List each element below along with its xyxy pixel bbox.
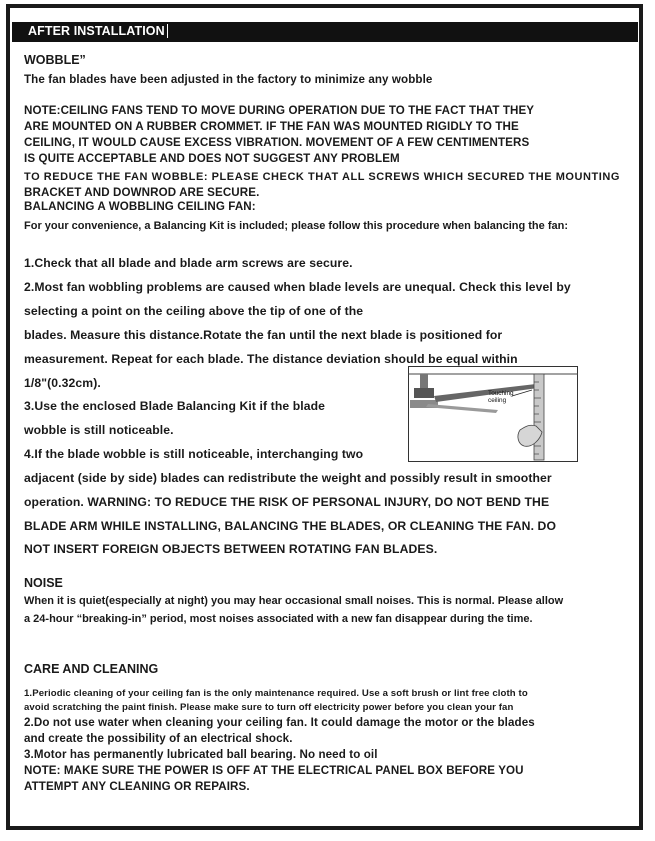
cleaning-line: 3.Motor has permanently lubricated ball bearing. No need to oil	[24, 748, 378, 761]
fan-motor-housing	[414, 388, 434, 398]
section-header-bar	[12, 22, 638, 42]
section-title: AFTER INSTALLATION	[26, 24, 168, 38]
fan-downrod	[420, 374, 428, 388]
figure-frame	[409, 367, 578, 462]
noise-heading: NOISE	[24, 576, 63, 590]
balancing-step-line: NOT INSERT FOREIGN OBJECTS BETWEEN ROTATING FAN BLADES.	[24, 542, 438, 556]
balancing-step-line: 3.Use the enclosed Blade Balancing Kit if the blade	[24, 399, 326, 413]
wobble-intro: The fan blades have been adjusted in the factory to minimize any wobble	[24, 73, 433, 86]
wobble-heading: WOBBLE”	[24, 53, 86, 67]
balancing-step-line: BLADE ARM WHILE INSTALLING, BALANCING THE BLADES, OR CLEANING THE FAN. DO	[24, 519, 557, 533]
wobble-note-line: CEILING, IT WOULD CAUSE EXCESS VIBRATION. MOVEMENT OF A FEW CENTIMENTERS	[24, 136, 530, 149]
reduce-wobble-line: TO REDUCE THE FAN WOBBLE: PLEASE CHECK THAT ALL SCREWS WHICH SECURED THE MOUNTING	[24, 171, 620, 183]
balancing-step-line: 4.If the blade wobble is still noticeable, interchanging two	[24, 447, 364, 461]
balancing-intro: For your convenience, a Balancing Kit is included; please follow this procedure when balancing the fan:	[24, 220, 568, 232]
balancing-step-line: measurement. Repeat for each blade. The distance deviation should be equal within	[24, 352, 518, 366]
cleaning-small-line: 1.Periodic cleaning of your ceiling fan is the only maintenance required. Use a soft brush or lint free cloth to	[24, 688, 528, 699]
cleaning-heading: CARE AND CLEANING	[24, 662, 159, 676]
cleaning-small-line: avoid scratching the paint finish. Please make sure to turn off electricity power before you clean your fan	[24, 702, 514, 713]
measuring-stick	[534, 374, 544, 460]
noise-line: a 24-hour “breaking-in” period, most noises associated with a new fan disappear during the time.	[24, 613, 533, 625]
balancing-step-line: operation. WARNING: TO REDUCE THE RISK OF PERSONAL INJURY, DO NOT BEND THE	[24, 495, 550, 509]
reduce-wobble-line: BRACKET AND DOWNROD ARE SECURE.	[24, 186, 260, 199]
balancing-step-line: adjacent (side by side) blades can redistribute the weight and possibly result in smoother	[24, 471, 552, 485]
balancing-step-line: 1.Check that all blade and blade arm screws are secure.	[24, 256, 353, 270]
balancing-step-line: 2.Most fan wobbling problems are caused when blade levels are unequal. Check this level by	[24, 280, 571, 294]
wobble-note-line: ARE MOUNTED ON A RUBBER CROMMET. IF THE FAN WAS MOUNTED RIGIDLY TO THE	[24, 120, 519, 133]
balancing-step-line: 1/8"(0.32cm).	[24, 376, 101, 390]
cleaning-line: and create the possibility of an electrical shock.	[24, 732, 293, 745]
figure-label-line: ceiling	[488, 397, 507, 404]
balancing-figure	[408, 366, 578, 462]
figure-label-line: Touching	[488, 390, 514, 397]
wobble-note-line: NOTE:CEILING FANS TEND TO MOVE DURING OPERATION DUE TO THE FACT THAT THEY	[24, 104, 535, 117]
noise-line: When it is quiet(especially at night) you may hear occasional small noises. This is normal. Please allow	[24, 595, 564, 607]
cleaning-line: NOTE: MAKE SURE THE POWER IS OFF AT THE ELECTRICAL PANEL BOX BEFORE YOU	[24, 764, 524, 777]
cleaning-line: 2.Do not use water when cleaning your ceiling fan. It could damage the motor or the blades	[24, 716, 535, 729]
balancing-step-line: wobble is still noticeable.	[24, 423, 174, 437]
balancing-step-line: selecting a point on the ceiling above the tip of one of the	[24, 304, 364, 318]
balancing-step-line: blades. Measure this distance.Rotate the fan until the next blade is positioned for	[24, 328, 503, 342]
cleaning-line: ATTEMPT ANY CLEANING OR REPAIRS.	[24, 780, 250, 793]
wobble-note-line: IS QUITE ACCEPTABLE AND DOES NOT SUGGEST ANY PROBLEM	[24, 152, 400, 165]
balancing-heading: BALANCING A WOBBLING CEILING FAN:	[24, 200, 256, 213]
